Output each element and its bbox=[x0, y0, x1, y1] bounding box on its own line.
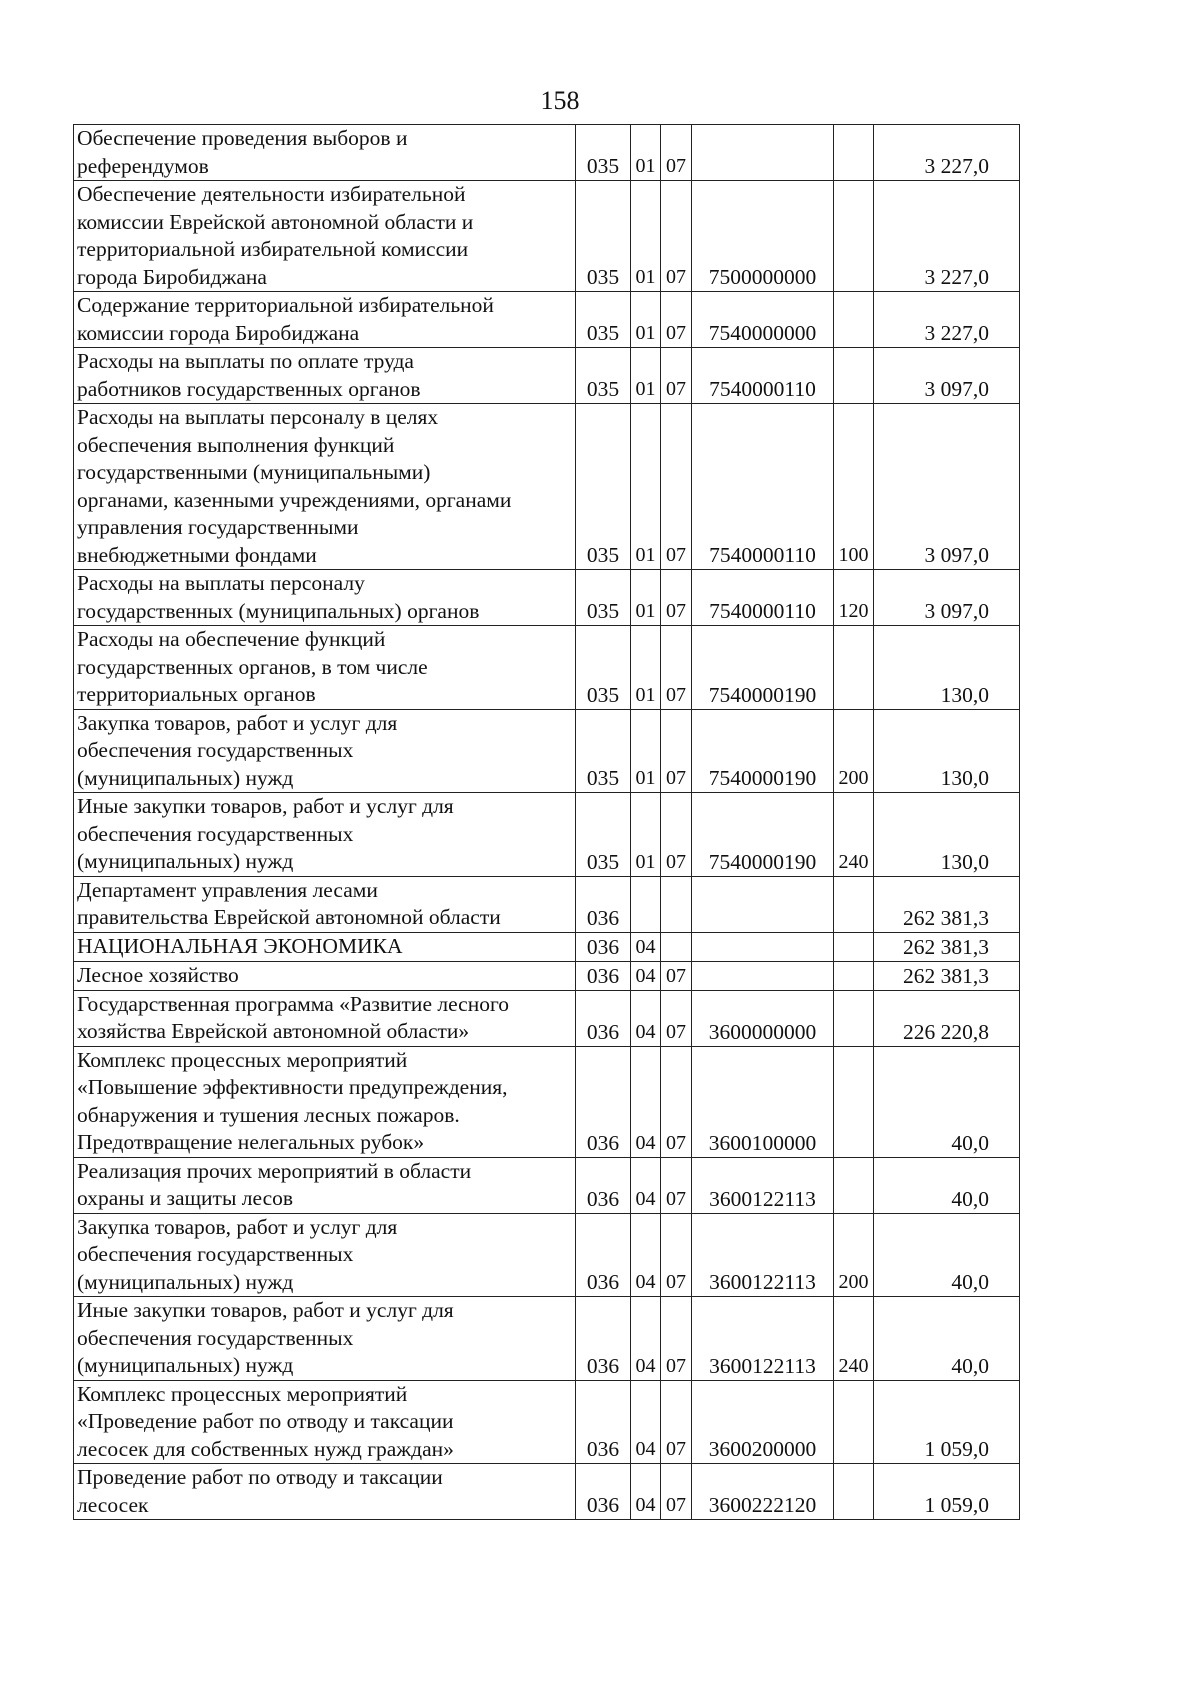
expenditure-name-line: правительства Еврейской автономной области bbox=[77, 905, 501, 929]
table-row bbox=[74, 1464, 1020, 1520]
expenditure-name-cell bbox=[74, 1297, 576, 1381]
ministry-code-cell: 035 bbox=[576, 570, 631, 626]
expenditure-name-line: территориальной избирательной комиссии bbox=[77, 237, 469, 261]
expenditure-name-line: государственными (муниципальными) bbox=[77, 460, 431, 484]
expenditure-name-line: (муниципальных) нужд bbox=[77, 1353, 294, 1377]
expense-type-cell: 120 bbox=[834, 570, 874, 626]
expense-type-cell bbox=[834, 181, 874, 292]
expenditure-name-line: Расходы на выплаты персоналу в целях bbox=[77, 405, 439, 429]
amount-cell: 3 097,0 bbox=[874, 570, 1020, 626]
expenditure-name-cell bbox=[74, 990, 576, 1046]
table-row bbox=[74, 292, 1020, 348]
expense-type-cell bbox=[834, 348, 874, 404]
expense-type-cell: 200 bbox=[834, 709, 874, 793]
amount-cell: 130,0 bbox=[874, 793, 1020, 877]
expenditure-name-line: лесосек bbox=[77, 1492, 149, 1517]
section-code-cell: 04 bbox=[631, 1157, 661, 1213]
subsection-code-cell: 07 bbox=[661, 1157, 692, 1213]
amount-cell: 262 381,3 bbox=[874, 876, 1020, 932]
ministry-code-cell: 035 bbox=[576, 348, 631, 404]
ministry-code-cell: 036 bbox=[576, 1046, 631, 1157]
section-code-cell: 01 bbox=[631, 181, 661, 292]
expenditure-name-cell bbox=[74, 570, 576, 626]
ministry-code-cell: 036 bbox=[576, 1213, 631, 1297]
section-code-cell: 01 bbox=[631, 626, 661, 710]
expense-type-cell: 240 bbox=[834, 793, 874, 877]
expenditure-name-line: Содержание территориальной избирательной bbox=[77, 293, 494, 317]
table-row bbox=[74, 709, 1020, 793]
budget-table bbox=[73, 124, 1020, 1520]
subsection-code-cell: 07 bbox=[661, 348, 692, 404]
amount-cell: 3 097,0 bbox=[874, 348, 1020, 404]
expenditure-name-line: Предотвращение нелегальных рубок» bbox=[77, 1130, 425, 1154]
expenditure-name-line: Реализация прочих мероприятий в области bbox=[77, 1158, 472, 1183]
target-item-cell: 7500000000 bbox=[692, 181, 834, 292]
table-row bbox=[74, 1157, 1020, 1213]
expenditure-name-line: управления государственными bbox=[77, 515, 359, 539]
amount-cell: 130,0 bbox=[874, 709, 1020, 793]
expenditure-name-line: обеспечения государственных bbox=[77, 738, 354, 762]
expenditure-name-line: государственных органов, в том числе bbox=[77, 654, 428, 679]
section-code-cell: 04 bbox=[631, 932, 661, 961]
expenditure-name-line: «Повышение эффективности предупреждения, bbox=[77, 1075, 508, 1099]
target-item-cell bbox=[692, 125, 834, 181]
expense-type-cell: 100 bbox=[834, 404, 874, 570]
expenditure-name-cell bbox=[74, 932, 576, 961]
subsection-code-cell: 07 bbox=[661, 1380, 692, 1464]
ministry-code-cell: 035 bbox=[576, 292, 631, 348]
ministry-code-cell: 035 bbox=[576, 793, 631, 877]
expenditure-name-line: обеспечения государственных bbox=[77, 1325, 354, 1350]
section-code-cell: 04 bbox=[631, 1464, 661, 1520]
section-code-cell: 01 bbox=[631, 404, 661, 570]
expenditure-name-line: (муниципальных) нужд bbox=[77, 765, 294, 790]
ministry-code-cell: 035 bbox=[576, 404, 631, 570]
table-row bbox=[74, 932, 1020, 961]
expenditure-name-line: Департамент управления лесами bbox=[77, 877, 378, 902]
target-item-cell: 3600122113 bbox=[692, 1157, 834, 1213]
expenditure-name-cell bbox=[74, 1380, 576, 1464]
table-row bbox=[74, 1046, 1020, 1157]
expenditure-name-line: государственных (муниципальных) органов bbox=[77, 598, 480, 623]
expense-type-cell bbox=[834, 961, 874, 990]
target-item-cell: 3600122113 bbox=[692, 1213, 834, 1297]
expenditure-name-line: комиссии Еврейской автономной области и bbox=[77, 209, 474, 234]
expenditure-name-cell bbox=[74, 1213, 576, 1297]
target-item-cell: 7540000190 bbox=[692, 709, 834, 793]
expense-type-cell bbox=[834, 932, 874, 961]
table-row bbox=[74, 1380, 1020, 1464]
ministry-code-cell: 036 bbox=[576, 1464, 631, 1520]
amount-cell: 40,0 bbox=[874, 1297, 1020, 1381]
ministry-code-cell: 035 bbox=[576, 181, 631, 292]
expenditure-name-line: внебюджетными фондами bbox=[77, 542, 317, 567]
expenditure-name-line: лесосек для собственных нужд граждан» bbox=[77, 1436, 454, 1461]
target-item-cell: 3600122113 bbox=[692, 1297, 834, 1381]
target-item-cell: 3600100000 bbox=[692, 1046, 834, 1157]
subsection-code-cell: 07 bbox=[661, 1213, 692, 1297]
expenditure-name-line: органами, казенными учреждениями, органами bbox=[77, 487, 512, 512]
table-row bbox=[74, 125, 1020, 181]
amount-cell: 1 059,0 bbox=[874, 1380, 1020, 1464]
expenditure-name-line: Закупка товаров, работ и услуг для bbox=[77, 710, 398, 735]
expenditure-name-cell bbox=[74, 961, 576, 990]
subsection-code-cell: 07 bbox=[661, 570, 692, 626]
section-code-cell: 01 bbox=[631, 292, 661, 348]
expense-type-cell: 200 bbox=[834, 1213, 874, 1297]
section-code-cell: 01 bbox=[631, 348, 661, 404]
subsection-code-cell: 07 bbox=[661, 793, 692, 877]
subsection-code-cell: 07 bbox=[661, 709, 692, 793]
table-row bbox=[74, 626, 1020, 710]
amount-cell: 40,0 bbox=[874, 1046, 1020, 1157]
expenditure-name-line: НАЦИОНАЛЬНАЯ ЭКОНОМИКА bbox=[77, 934, 403, 958]
expenditure-name-line: Лесное хозяйство bbox=[77, 963, 239, 987]
ministry-code-cell: 036 bbox=[576, 932, 631, 961]
expenditure-name-cell bbox=[74, 348, 576, 404]
subsection-code-cell: 07 bbox=[661, 1297, 692, 1381]
expenditure-name-line: Расходы на обеспечение функций bbox=[77, 627, 386, 651]
ministry-code-cell: 036 bbox=[576, 961, 631, 990]
amount-cell: 130,0 bbox=[874, 626, 1020, 710]
expense-type-cell bbox=[834, 1380, 874, 1464]
ministry-code-cell: 036 bbox=[576, 876, 631, 932]
table-body bbox=[74, 125, 1020, 1520]
section-code-cell: 01 bbox=[631, 125, 661, 181]
table-row bbox=[74, 876, 1020, 932]
amount-cell: 1 059,0 bbox=[874, 1464, 1020, 1520]
target-item-cell bbox=[692, 876, 834, 932]
section-code-cell: 01 bbox=[631, 709, 661, 793]
amount-cell: 3 227,0 bbox=[874, 292, 1020, 348]
expense-type-cell bbox=[834, 1157, 874, 1213]
expense-type-cell: 240 bbox=[834, 1297, 874, 1381]
expense-type-cell bbox=[834, 125, 874, 181]
section-code-cell bbox=[631, 876, 661, 932]
expenditure-name-cell bbox=[74, 125, 576, 181]
section-code-cell: 04 bbox=[631, 961, 661, 990]
subsection-code-cell bbox=[661, 932, 692, 961]
ministry-code-cell: 036 bbox=[576, 1380, 631, 1464]
target-item-cell: 7540000110 bbox=[692, 348, 834, 404]
expense-type-cell bbox=[834, 1464, 874, 1520]
section-code-cell: 01 bbox=[631, 793, 661, 877]
expenditure-name-cell bbox=[74, 404, 576, 570]
section-code-cell: 04 bbox=[631, 990, 661, 1046]
expenditure-name-cell bbox=[74, 1157, 576, 1213]
expenditure-name-line: города Биробиджана bbox=[77, 264, 267, 289]
ministry-code-cell: 035 bbox=[576, 125, 631, 181]
target-item-cell: 7540000190 bbox=[692, 793, 834, 877]
target-item-cell: 3600200000 bbox=[692, 1380, 834, 1464]
expenditure-name-line: Иные закупки товаров, работ и услуг для bbox=[77, 1298, 454, 1322]
table-row bbox=[74, 404, 1020, 570]
expenditure-name-line: «Проведение работ по отводу и таксации bbox=[77, 1409, 454, 1433]
expenditure-name-line: Закупка товаров, работ и услуг для bbox=[77, 1214, 398, 1239]
ministry-code-cell: 035 bbox=[576, 626, 631, 710]
expenditure-name-cell bbox=[74, 876, 576, 932]
amount-cell: 3 097,0 bbox=[874, 404, 1020, 570]
amount-cell: 262 381,3 bbox=[874, 932, 1020, 961]
subsection-code-cell: 07 bbox=[661, 961, 692, 990]
subsection-code-cell: 07 bbox=[661, 181, 692, 292]
expenditure-name-cell bbox=[74, 793, 576, 877]
section-code-cell: 04 bbox=[631, 1046, 661, 1157]
expenditure-name-cell bbox=[74, 1046, 576, 1157]
expenditure-name-line: (муниципальных) нужд bbox=[77, 1269, 294, 1294]
subsection-code-cell: 07 bbox=[661, 125, 692, 181]
expense-type-cell bbox=[834, 1046, 874, 1157]
expenditure-name-cell bbox=[74, 626, 576, 710]
table-row bbox=[74, 793, 1020, 877]
expenditure-name-line: охраны и защиты лесов bbox=[77, 1186, 294, 1210]
subsection-code-cell: 07 bbox=[661, 1464, 692, 1520]
amount-cell: 40,0 bbox=[874, 1213, 1020, 1297]
subsection-code-cell: 07 bbox=[661, 626, 692, 710]
table-row bbox=[74, 1297, 1020, 1381]
expenditure-name-line: работников государственных органов bbox=[77, 376, 421, 401]
expenditure-name-line: обеспечения выполнения функций bbox=[77, 432, 395, 457]
ministry-code-cell: 036 bbox=[576, 1297, 631, 1381]
expenditure-name-line: Иные закупки товаров, работ и услуг для bbox=[77, 794, 454, 818]
section-code-cell: 04 bbox=[631, 1380, 661, 1464]
table-row bbox=[74, 348, 1020, 404]
expenditure-name-cell bbox=[74, 181, 576, 292]
expenditure-name-line: обнаружения и тушения лесных пожаров. bbox=[77, 1102, 460, 1127]
expenditure-name-line: обеспечения государственных bbox=[77, 821, 354, 846]
expense-type-cell bbox=[834, 876, 874, 932]
target-item-cell: 7540000000 bbox=[692, 292, 834, 348]
expenditure-name-line: комиссии города Биробиджана bbox=[77, 320, 360, 345]
expenditure-name-line: референдумов bbox=[77, 153, 209, 178]
target-item-cell: 3600222120 bbox=[692, 1464, 834, 1520]
expenditure-name-line: Государственная программа «Развитие лесного bbox=[77, 991, 509, 1016]
target-item-cell: 7540000110 bbox=[692, 570, 834, 626]
page-number: 158 bbox=[540, 86, 580, 115]
expenditure-name-line: территориальных органов bbox=[77, 682, 316, 706]
expenditure-name-line: Обеспечение проведения выборов и bbox=[77, 126, 408, 150]
expenditure-name-line: Комплекс процессных мероприятий bbox=[77, 1047, 408, 1072]
expenditure-name-line: Расходы на выплаты по оплате труда bbox=[77, 349, 414, 373]
subsection-code-cell: 07 bbox=[661, 404, 692, 570]
target-item-cell: 3600000000 bbox=[692, 990, 834, 1046]
expenditure-name-cell bbox=[74, 292, 576, 348]
table-row bbox=[74, 181, 1020, 292]
amount-cell: 3 227,0 bbox=[874, 125, 1020, 181]
subsection-code-cell: 07 bbox=[661, 292, 692, 348]
subsection-code-cell: 07 bbox=[661, 1046, 692, 1157]
section-code-cell: 04 bbox=[631, 1297, 661, 1381]
expense-type-cell bbox=[834, 626, 874, 710]
target-item-cell: 7540000110 bbox=[692, 404, 834, 570]
expenditure-name-line: Расходы на выплаты персоналу bbox=[77, 571, 365, 595]
ministry-code-cell: 035 bbox=[576, 709, 631, 793]
table-row bbox=[74, 990, 1020, 1046]
amount-cell: 226 220,8 bbox=[874, 990, 1020, 1046]
ministry-code-cell: 036 bbox=[576, 990, 631, 1046]
expenditure-name-cell bbox=[74, 1464, 576, 1520]
table-row bbox=[74, 1213, 1020, 1297]
expenditure-name-line: (муниципальных) нужд bbox=[77, 849, 294, 873]
target-item-cell bbox=[692, 932, 834, 961]
expenditure-name-cell bbox=[74, 709, 576, 793]
section-code-cell: 04 bbox=[631, 1213, 661, 1297]
expenditure-name-line: обеспечения государственных bbox=[77, 1242, 354, 1266]
table-row bbox=[74, 961, 1020, 990]
target-item-cell bbox=[692, 961, 834, 990]
section-code-cell: 01 bbox=[631, 570, 661, 626]
expense-type-cell bbox=[834, 292, 874, 348]
expenditure-name-line: Проведение работ по отводу и таксации bbox=[77, 1465, 443, 1489]
amount-cell: 40,0 bbox=[874, 1157, 1020, 1213]
ministry-code-cell: 036 bbox=[576, 1157, 631, 1213]
target-item-cell: 7540000190 bbox=[692, 626, 834, 710]
subsection-code-cell: 07 bbox=[661, 990, 692, 1046]
expenditure-name-line: Обеспечение деятельности избирательной bbox=[77, 182, 466, 206]
expenditure-name-line: хозяйства Еврейской автономной области» bbox=[77, 1019, 470, 1043]
expenditure-name-line: Комплекс процессных мероприятий bbox=[77, 1381, 408, 1406]
table-row bbox=[74, 570, 1020, 626]
amount-cell: 3 227,0 bbox=[874, 181, 1020, 292]
expense-type-cell bbox=[834, 990, 874, 1046]
subsection-code-cell bbox=[661, 876, 692, 932]
amount-cell: 262 381,3 bbox=[874, 961, 1020, 990]
